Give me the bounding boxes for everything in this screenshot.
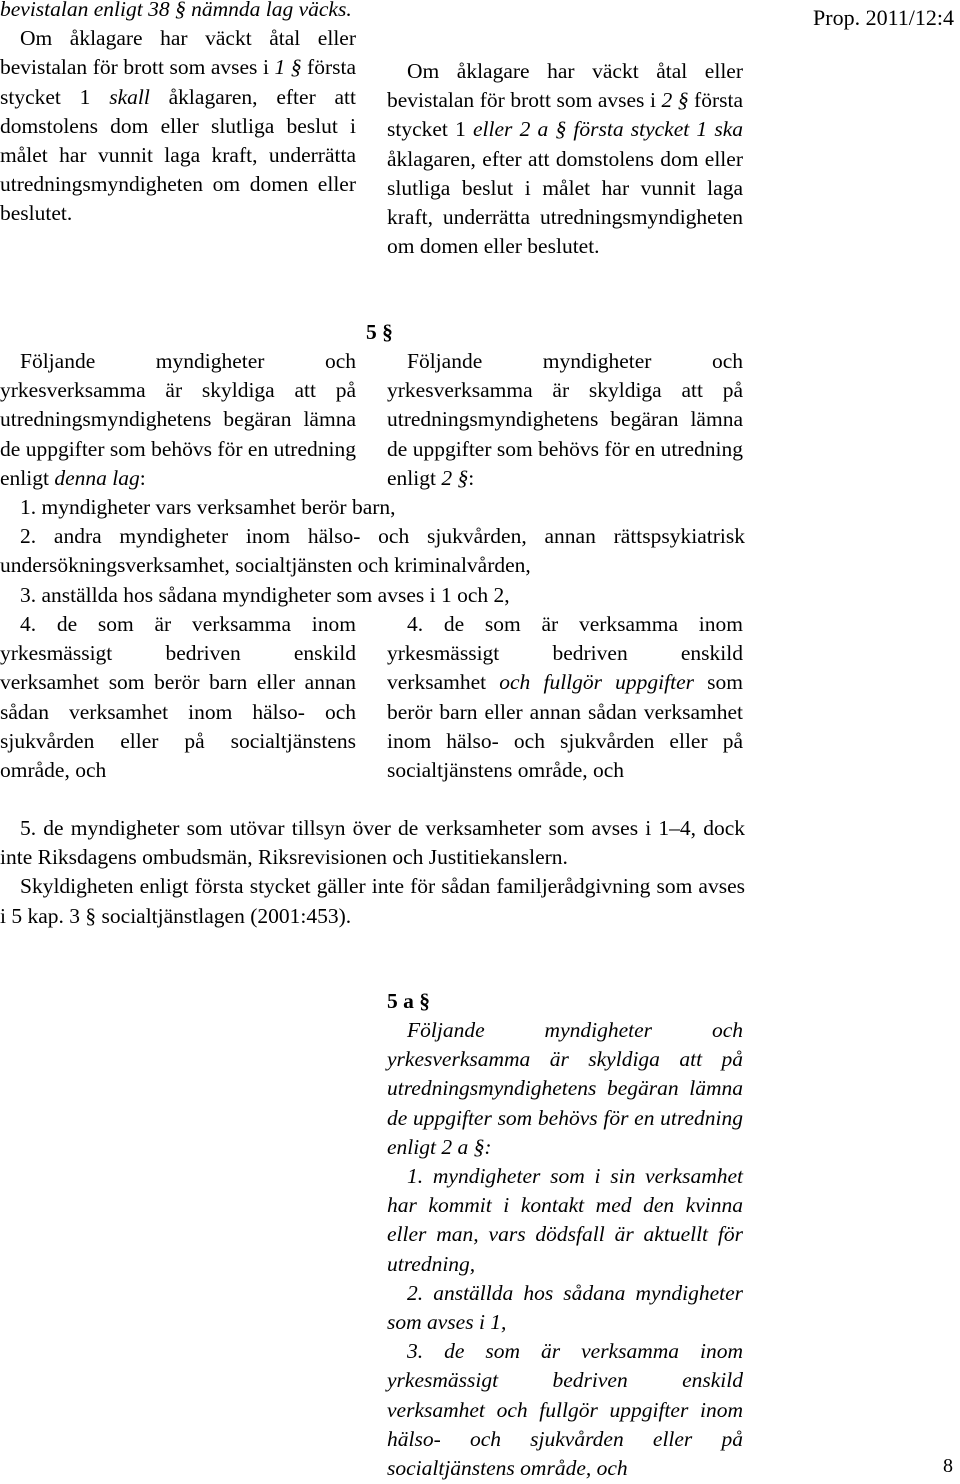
list-item: 3. anställda hos sådana myndigheter som avses i 1 och 2, [20, 582, 510, 607]
current-law-column-top [0, 0, 356, 229]
list-item: 4. de som är verksamma inom yrkesmässigt bedriven enskild verksamhet som berör barn eller annan sådan verksamhet inom hälso- och sjukvården eller på socialtjänstens område, och [0, 612, 356, 783]
section-5-item4-left [0, 610, 356, 785]
section-heading-5: 5 § [366, 320, 393, 344]
section-sign: § [290, 55, 302, 80]
section-5a-column: Följande myndigheter och yrkesverksamma är skyldiga att på utredningsmyndighetens begäran lämna de uppgifter som behövs för en utredning enligt 2 a §: 1. myndigheter som i sin verksamhet har kommit i kontakt med den kvinna eller man, vars dödsfall är aktuellt för utredning, 2. anställda hos sådana myndigheter som avses i 1, 3. de som är verksamma inom yrkesmässigt bedriven enskild verksamhet och fullgör uppgifter inom hälso- och sjukvården eller på socialtjänstens område, och [387, 1016, 743, 1483]
paragraph: Om åklagare har väckt åtal eller bevistalan för brott som avses i 1 § första stycket 1 skall åklagaren, efter att domstolens dom eller slutliga beslut i målet har vunnit laga kraft, underrätta utredningsmyndigheten om domen eller beslutet. [0, 26, 357, 226]
paragraph: Skyldigheten enligt första stycket gäller inte för sådan familjerådgivning som avses i 5 kap. 3 § socialtjänstlagen (2001:453). [0, 874, 745, 928]
list-item: 4. de som är verksamma inom yrkesmässigt bedriven enskild verksamhet och fullgör uppgifter som berör barn eller annan sådan verksamhet inom hälso- och sjukvården eller på socialtjänstens område, och [387, 612, 743, 783]
section-sign: § [677, 88, 689, 113]
section-5-item4-right [387, 610, 743, 785]
section-5-items-shared [0, 493, 745, 610]
page-number: 8 [943, 1455, 953, 1477]
list-item: 1. myndigheter vars verksamhet berör barn, [20, 495, 396, 519]
list-item: 5. de myndigheter som utövar tillsyn över de verksamheter som avses i 1–4, dock inte Riksdagens ombudsmän, Riksrevisionen och Justitiekanslern. [0, 816, 745, 870]
list-item: 1. myndigheter som i sin verksamhet har kommit i kontakt med den kvinna eller man, vars dödsfall är aktuellt för utredning, [387, 1164, 743, 1276]
section-5-right: Följande myndigheter och yrkesverksamma är skyldiga att på utredningsmyndighetens begäran lämna de uppgifter som behövs för en utredning enligt 2 §: [387, 349, 743, 490]
section-sign: § [174, 0, 186, 21]
section-sign: § [555, 117, 567, 142]
section-heading-5a: 5 a § [387, 989, 430, 1013]
list-item: 2. anställda hos sådana myndigheter som avses i 1, [387, 1280, 743, 1335]
section-5-left: Följande myndigheter och yrkesverksamma är skyldiga att på utredningsmyndighetens begäran lämna de uppgifter som behövs för en utredning enligt denna lag: [0, 349, 356, 490]
paragraph: Om åklagare har väckt åtal eller bevistalan för brott som avses i 2 § första stycket 1 eller 2 a § första stycket 1 ska åklagaren, efter att domstolens dom eller slutliga beslut i målet har vunnit laga kraft, underrätta utredningsmyndigheten om domen eller beslutet. [387, 59, 744, 259]
continuation-text: bevistalan enligt 38 § nämnda lag väcks. [0, 0, 356, 24]
section-5-tail [0, 814, 745, 931]
list-item: 2. andra myndigheter inom hälso- och sjukvården, annan rättspsykiatrisk undersökningsverksamhet, socialtjänsten och kriminalvården, [0, 524, 745, 578]
list-item: 3. de som är verksamma inom yrkesmässigt bedriven enskild verksamhet och fullgör uppgifter inom hälso- och sjukvården eller på socialtjänstens område, och [387, 1339, 743, 1481]
proposed-law-column-top [387, 57, 743, 261]
running-header: Prop. 2011/12:4 [813, 5, 954, 30]
